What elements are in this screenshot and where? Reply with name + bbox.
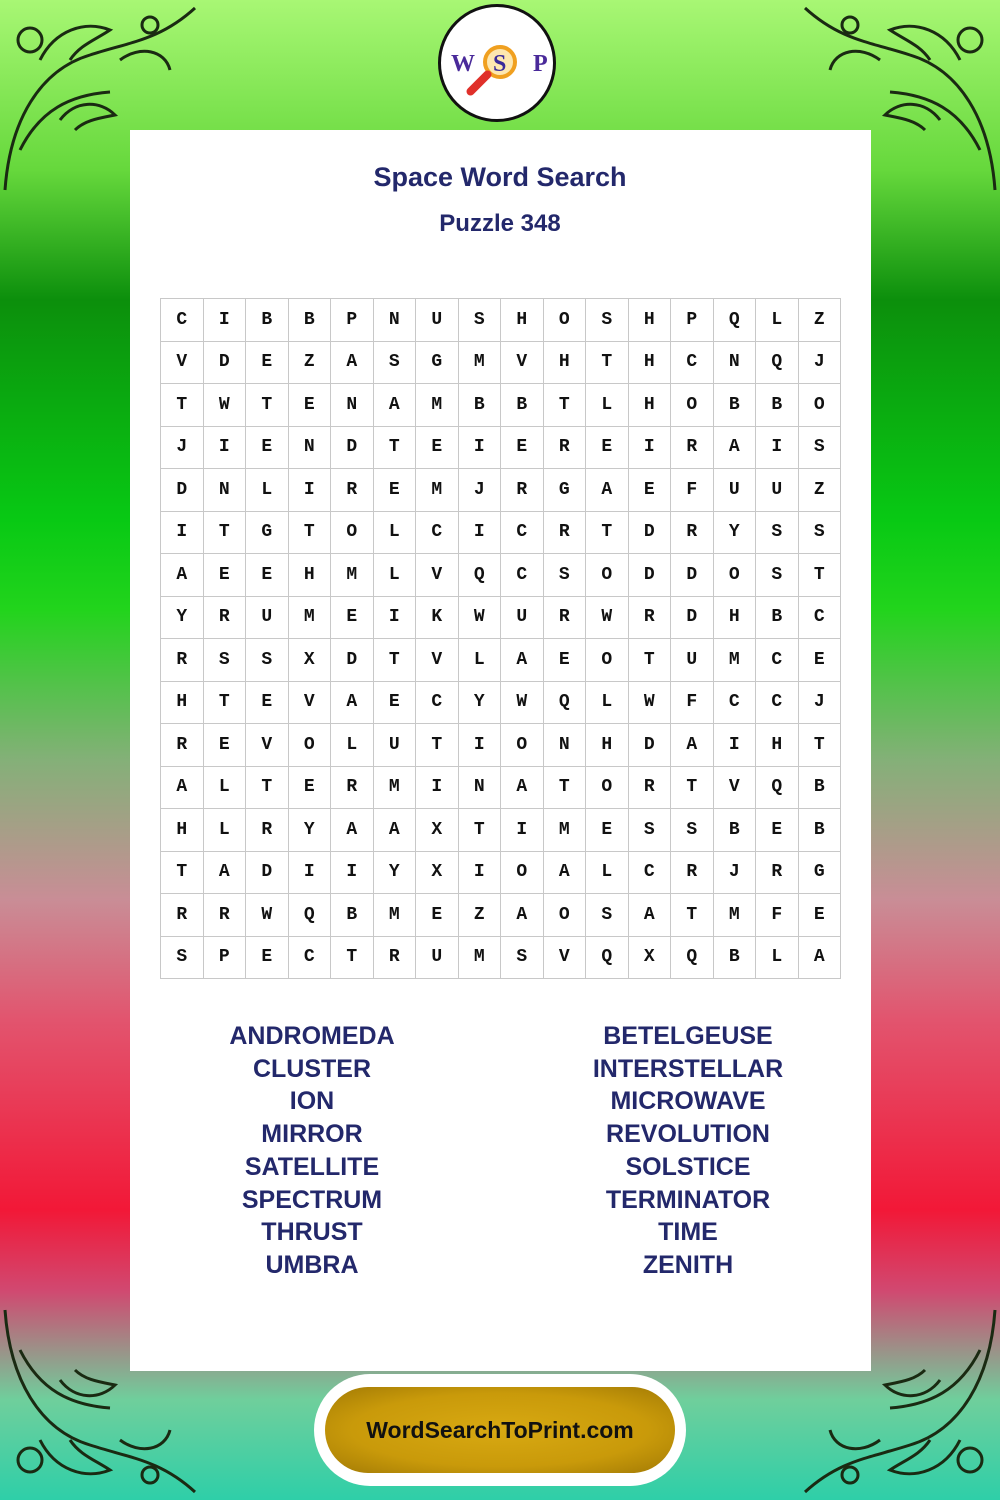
grid-cell: T [246, 384, 289, 427]
grid-cell: R [671, 427, 714, 470]
grid-cell: T [204, 682, 247, 725]
grid-cell: E [756, 809, 799, 852]
grid-cell: V [246, 724, 289, 767]
grid-cell: C [289, 937, 332, 980]
grid-cell: P [204, 937, 247, 980]
grid-cell: O [501, 852, 544, 895]
grid-cell: A [331, 342, 374, 385]
grid-cell: H [161, 682, 204, 725]
grid-cell: S [756, 512, 799, 555]
grid-cell: I [289, 469, 332, 512]
grid-cell: F [671, 682, 714, 725]
grid-cell: B [714, 809, 757, 852]
logo-letter-w: W [451, 51, 475, 77]
grid-cell: E [544, 639, 587, 682]
word-item: ZENITH [642, 1250, 734, 1279]
grid-cell: S [629, 809, 672, 852]
grid-cell: U [671, 639, 714, 682]
grid-cell: Y [459, 682, 502, 725]
grid-cell: Q [756, 767, 799, 810]
grid-cell: S [544, 554, 587, 597]
grid-cell: D [629, 554, 672, 597]
grid-cell: F [671, 469, 714, 512]
grid-cell: E [799, 639, 842, 682]
logo-letter-s: S [493, 51, 507, 77]
grid-cell: H [629, 299, 672, 342]
word-item: UMBRA [265, 1250, 359, 1279]
grid-cell: T [416, 724, 459, 767]
grid-cell: P [331, 299, 374, 342]
grid-cell: D [246, 852, 289, 895]
grid-cell: C [161, 299, 204, 342]
puzzle-number: Puzzle 348 [439, 210, 561, 237]
grid-cell: C [416, 512, 459, 555]
logo-letter-p: P [533, 51, 548, 77]
grid-cell: G [544, 469, 587, 512]
word-list-right [498, 1020, 878, 1282]
grid-cell: R [204, 597, 247, 640]
grid-cell: T [331, 937, 374, 980]
grid-cell: U [501, 597, 544, 640]
grid-cell: I [416, 767, 459, 810]
grid-cell: C [799, 597, 842, 640]
grid-cell: E [586, 427, 629, 470]
word-item: MIRROR [261, 1120, 363, 1149]
grid-cell: X [629, 937, 672, 980]
grid-cell: S [459, 299, 502, 342]
grid-cell: T [586, 342, 629, 385]
grid-cell: T [586, 512, 629, 555]
grid-cell: R [671, 512, 714, 555]
grid-cell: Q [459, 554, 502, 597]
grid-cell: H [289, 554, 332, 597]
grid-cell: L [331, 724, 374, 767]
grid-cell: J [161, 427, 204, 470]
grid-cell: Q [586, 937, 629, 980]
grid-cell: O [714, 554, 757, 597]
grid-cell: E [416, 427, 459, 470]
grid-cell: L [204, 767, 247, 810]
grid-cell: U [416, 937, 459, 980]
grid-cell: M [544, 809, 587, 852]
grid-cell: M [416, 469, 459, 512]
grid-cell: B [331, 894, 374, 937]
grid-cell: A [331, 682, 374, 725]
grid-cell: T [629, 639, 672, 682]
grid-cell: T [459, 809, 502, 852]
grid-cell: B [289, 299, 332, 342]
grid-cell: J [459, 469, 502, 512]
grid-cell: I [374, 597, 417, 640]
grid-cell: A [501, 894, 544, 937]
grid-cell: E [246, 427, 289, 470]
grid-cell: Q [756, 342, 799, 385]
grid-cell: T [374, 639, 417, 682]
grid-cell: X [289, 639, 332, 682]
grid-cell: R [331, 469, 374, 512]
grid-cell: A [501, 767, 544, 810]
grid-cell: O [501, 724, 544, 767]
grid-cell: B [714, 384, 757, 427]
word-item: MICROWAVE [610, 1087, 766, 1116]
grid-cell: C [629, 852, 672, 895]
grid-cell: A [204, 852, 247, 895]
grid-cell: A [714, 427, 757, 470]
grid-cell: M [714, 639, 757, 682]
grid-cell: L [374, 512, 417, 555]
grid-cell: H [629, 342, 672, 385]
grid-cell: H [629, 384, 672, 427]
grid-cell: O [586, 639, 629, 682]
word-item: INTERSTELLAR [592, 1054, 784, 1083]
grid-cell: H [501, 299, 544, 342]
grid-cell: W [204, 384, 247, 427]
grid-cell: L [586, 852, 629, 895]
grid-cell: Q [714, 299, 757, 342]
grid-cell: U [756, 469, 799, 512]
grid-cell: A [374, 809, 417, 852]
grid-cell: L [204, 809, 247, 852]
grid-cell: H [161, 809, 204, 852]
page-title: Space Word Search [373, 162, 627, 192]
grid-cell: G [246, 512, 289, 555]
grid-cell: S [246, 639, 289, 682]
grid-cell: W [586, 597, 629, 640]
grid-cell: R [374, 937, 417, 980]
word-item: ANDROMEDA [229, 1022, 395, 1050]
grid-cell: O [544, 299, 587, 342]
grid-cell: S [501, 937, 544, 980]
grid-cell: Y [289, 809, 332, 852]
grid-cell: N [544, 724, 587, 767]
grid-cell: T [671, 894, 714, 937]
grid-cell: V [416, 554, 459, 597]
grid-cell: F [756, 894, 799, 937]
grid-cell: D [671, 554, 714, 597]
grid-cell: Q [544, 682, 587, 725]
grid-cell: J [799, 342, 842, 385]
grid-cell: W [246, 894, 289, 937]
grid-cell: I [289, 852, 332, 895]
grid-cell: I [629, 427, 672, 470]
grid-cell: D [204, 342, 247, 385]
grid-cell: E [246, 937, 289, 980]
grid-cell: U [714, 469, 757, 512]
grid-cell: C [671, 342, 714, 385]
grid-cell: Y [161, 597, 204, 640]
grid-cell: S [586, 894, 629, 937]
grid-cell: L [586, 384, 629, 427]
grid-cell: C [714, 682, 757, 725]
grid-cell: M [714, 894, 757, 937]
grid-cell: L [586, 682, 629, 725]
grid-cell: E [204, 724, 247, 767]
word-item: THRUST [261, 1218, 363, 1247]
grid-cell: S [799, 512, 842, 555]
grid-cell: T [671, 767, 714, 810]
grid-cell: M [459, 937, 502, 980]
grid-cell: D [629, 724, 672, 767]
grid-cell: O [586, 767, 629, 810]
grid-cell: R [544, 512, 587, 555]
grid-cell: G [799, 852, 842, 895]
grid-cell: O [586, 554, 629, 597]
grid-cell: Z [799, 469, 842, 512]
grid-cell: E [331, 597, 374, 640]
grid-cell: Q [671, 937, 714, 980]
grid-cell: T [289, 512, 332, 555]
grid-cell: R [544, 427, 587, 470]
grid-cell: C [756, 639, 799, 682]
grid-cell: E [374, 682, 417, 725]
grid-cell: S [586, 299, 629, 342]
grid-cell: G [416, 342, 459, 385]
grid-cell: R [629, 597, 672, 640]
grid-cell: E [246, 682, 289, 725]
grid-cell: S [671, 809, 714, 852]
grid-cell: Z [459, 894, 502, 937]
word-item: REVOLUTION [606, 1120, 770, 1149]
grid-cell: E [799, 894, 842, 937]
grid-cell: B [714, 937, 757, 980]
letter-grid [160, 298, 841, 979]
grid-cell: N [289, 427, 332, 470]
grid-cell: O [799, 384, 842, 427]
grid-cell: T [374, 427, 417, 470]
grid-cell: V [501, 342, 544, 385]
grid-cell: D [161, 469, 204, 512]
grid-cell: B [799, 809, 842, 852]
grid-cell: M [331, 554, 374, 597]
grid-cell: K [416, 597, 459, 640]
grid-cell: V [161, 342, 204, 385]
grid-cell: A [374, 384, 417, 427]
grid-cell: D [671, 597, 714, 640]
grid-cell: R [161, 639, 204, 682]
grid-cell: V [416, 639, 459, 682]
grid-cell: S [756, 554, 799, 597]
grid-cell: D [331, 427, 374, 470]
grid-cell: R [204, 894, 247, 937]
grid-cell: I [459, 512, 502, 555]
grid-cell: R [629, 767, 672, 810]
grid-cell: I [501, 809, 544, 852]
grid-cell: A [161, 554, 204, 597]
grid-cell: S [799, 427, 842, 470]
grid-cell: S [374, 342, 417, 385]
grid-cell: V [289, 682, 332, 725]
grid-cell: R [501, 469, 544, 512]
grid-cell: E [246, 342, 289, 385]
grid-cell: D [629, 512, 672, 555]
grid-cell: L [459, 639, 502, 682]
grid-cell: R [331, 767, 374, 810]
grid-cell: E [629, 469, 672, 512]
grid-cell: S [161, 937, 204, 980]
grid-cell: X [416, 809, 459, 852]
grid-cell: A [331, 809, 374, 852]
grid-cell: W [501, 682, 544, 725]
grid-cell: A [501, 639, 544, 682]
grid-cell: T [544, 767, 587, 810]
grid-cell: I [459, 427, 502, 470]
grid-cell: H [586, 724, 629, 767]
word-item: SOLSTICE [625, 1152, 751, 1181]
grid-cell: A [799, 937, 842, 980]
grid-cell: I [204, 299, 247, 342]
grid-cell: M [459, 342, 502, 385]
grid-cell: N [374, 299, 417, 342]
grid-cell: H [756, 724, 799, 767]
grid-cell: B [756, 384, 799, 427]
grid-cell: E [289, 767, 332, 810]
grid-cell: A [586, 469, 629, 512]
grid-cell: T [246, 767, 289, 810]
grid-cell: L [246, 469, 289, 512]
grid-cell: O [331, 512, 374, 555]
grid-cell: M [374, 767, 417, 810]
grid-cell: E [204, 554, 247, 597]
grid-cell: I [714, 724, 757, 767]
grid-cell: R [756, 852, 799, 895]
grid-cell: S [204, 639, 247, 682]
grid-cell: R [161, 724, 204, 767]
grid-cell: I [204, 427, 247, 470]
grid-cell: E [289, 384, 332, 427]
grid-cell: I [161, 512, 204, 555]
grid-cell: M [289, 597, 332, 640]
word-item: CLUSTER [252, 1054, 372, 1083]
grid-cell: M [374, 894, 417, 937]
grid-cell: C [501, 512, 544, 555]
grid-cell: Y [374, 852, 417, 895]
grid-cell: N [204, 469, 247, 512]
grid-cell: R [544, 597, 587, 640]
grid-cell: B [756, 597, 799, 640]
grid-cell: W [629, 682, 672, 725]
grid-cell: D [331, 639, 374, 682]
grid-cell: I [459, 724, 502, 767]
grid-cell: N [714, 342, 757, 385]
grid-cell: M [416, 384, 459, 427]
grid-cell: L [756, 937, 799, 980]
grid-cell: T [161, 384, 204, 427]
grid-cell: V [544, 937, 587, 980]
grid-cell: E [501, 427, 544, 470]
grid-cell: I [331, 852, 374, 895]
grid-cell: L [756, 299, 799, 342]
grid-cell: E [416, 894, 459, 937]
grid-cell: B [459, 384, 502, 427]
grid-cell: U [416, 299, 459, 342]
grid-cell: B [799, 767, 842, 810]
grid-cell: E [374, 469, 417, 512]
grid-cell: W [459, 597, 502, 640]
grid-cell: E [586, 809, 629, 852]
grid-cell: I [756, 427, 799, 470]
grid-cell: P [671, 299, 714, 342]
word-item: TIME [658, 1218, 718, 1247]
grid-cell: A [161, 767, 204, 810]
grid-cell: U [246, 597, 289, 640]
grid-cell: L [374, 554, 417, 597]
grid-cell: A [671, 724, 714, 767]
grid-cell: V [714, 767, 757, 810]
grid-cell: A [629, 894, 672, 937]
grid-cell: X [416, 852, 459, 895]
grid-cell: C [756, 682, 799, 725]
grid-cell: Q [289, 894, 332, 937]
footer-badge [314, 1374, 686, 1486]
grid-cell: I [459, 852, 502, 895]
word-list-left [122, 1020, 502, 1282]
grid-cell: C [416, 682, 459, 725]
grid-cell: Z [799, 299, 842, 342]
grid-cell: B [501, 384, 544, 427]
grid-cell: E [246, 554, 289, 597]
grid-cell: J [714, 852, 757, 895]
grid-cell: T [204, 512, 247, 555]
word-item: ION [289, 1087, 335, 1116]
grid-cell: C [501, 554, 544, 597]
grid-cell: B [246, 299, 289, 342]
site-link-button[interactable]: WordSearchToPrint.com [325, 1387, 675, 1473]
word-item: SATELLITE [244, 1152, 380, 1181]
grid-cell: H [544, 342, 587, 385]
grid-cell: Z [289, 342, 332, 385]
grid-cell: H [714, 597, 757, 640]
word-item: BETELGEUSE [603, 1022, 773, 1050]
grid-cell: T [544, 384, 587, 427]
grid-cell: O [671, 384, 714, 427]
grid-cell: T [161, 852, 204, 895]
word-item: TERMINATOR [605, 1185, 771, 1214]
grid-cell: N [459, 767, 502, 810]
grid-cell: T [799, 724, 842, 767]
grid-cell: J [799, 682, 842, 725]
grid-cell: O [289, 724, 332, 767]
grid-cell: O [544, 894, 587, 937]
grid-cell: N [331, 384, 374, 427]
grid-cell: U [374, 724, 417, 767]
grid-cell: R [671, 852, 714, 895]
word-item: SPECTRUM [241, 1185, 383, 1214]
site-logo[interactable] [438, 4, 556, 122]
grid-cell: A [544, 852, 587, 895]
grid-cell: T [799, 554, 842, 597]
grid-cell: Y [714, 512, 757, 555]
grid-cell: R [246, 809, 289, 852]
grid-cell: R [161, 894, 204, 937]
